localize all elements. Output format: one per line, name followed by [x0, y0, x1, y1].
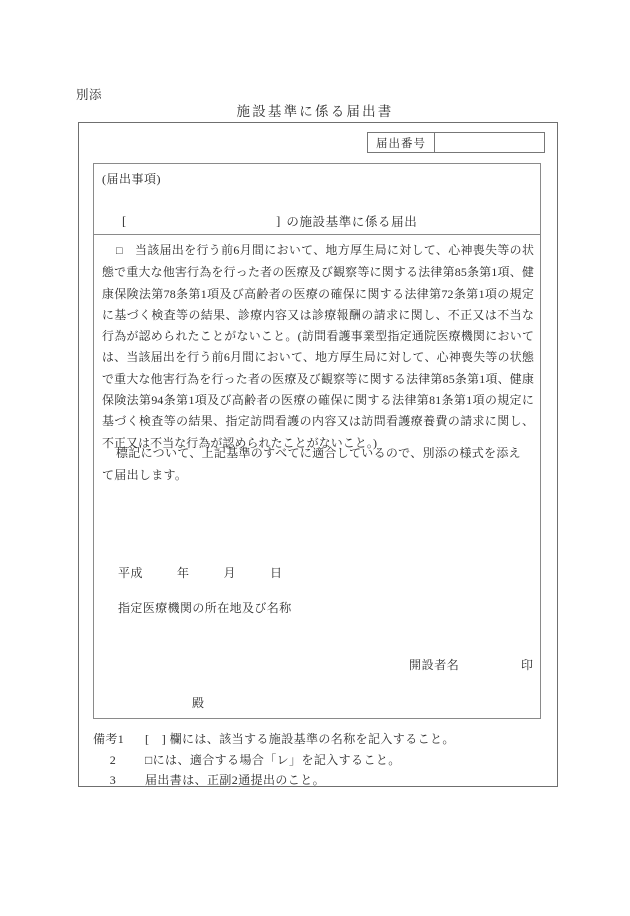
note-number: 備考1	[93, 732, 125, 746]
notification-number-label: 届出番号	[368, 133, 435, 152]
note-number: 2	[109, 752, 117, 767]
day-unit: 日	[270, 566, 283, 580]
declaration-text: 標記について、上記基準のすべてに適合しているので、別添の様式を添えて届出します。	[102, 446, 521, 482]
page-title: 施設基準に係る届出書	[236, 104, 394, 119]
era-label: 平成	[118, 566, 144, 580]
addressee-honorific: 殿	[192, 696, 205, 710]
notification-number-input[interactable]	[435, 133, 544, 152]
date-line	[118, 564, 283, 581]
bracket-close: ]	[276, 213, 281, 228]
section-heading: (届出事項)	[102, 172, 161, 186]
compliance-clause	[102, 240, 534, 454]
form-outer-frame	[78, 122, 558, 787]
subject-line-tail: の施設基準に係る届出	[286, 215, 418, 229]
compliance-clause-text: 当該届出を行う前6月間において、地方厚生局に対して、心神喪失等の状態で重大な他害行為を行った者の医療及び観察等に関する法律第85条第1項、健康保険法第78条第1項及び高齢者の医療の確保に関する法律第72条第1項の規定に基づく検査等の結果、診療内容又は診療報酬の請求に関し、不正又は不当な行為が認められたことがないこと。(訪問看護事業型指定通院医療機関においては、当該届出を行う前6月間において、地方厚生局に対して、心神喪失等の状態で重大な他害行為を行った者の医療及び観察等に関する法律第85条第1項、健康保険法第94条第1項及び高齢者の医療の確保に関する法律第81条第1項の規定に基づく検査等の結果、指定訪問看護の内容又は訪問看護療養費の請求に関し、不正又は不当な行為が認められたことがないこと。)	[102, 243, 534, 450]
note-number: 3	[109, 773, 117, 787]
founder-name-label: 開設者名	[409, 658, 460, 672]
month-unit: 月	[223, 566, 237, 580]
note-text: 届出書は、正副2通提出のこと。	[145, 773, 326, 787]
year-unit: 年	[177, 566, 190, 580]
institution-address-label: 指定医療機関の所在地及び名称	[118, 601, 292, 615]
note-item	[93, 729, 543, 750]
notification-number-table	[367, 132, 545, 153]
seal-icon: 印	[521, 658, 534, 672]
attachment-label: 別添	[76, 88, 103, 102]
note-item	[93, 770, 543, 791]
note-text: [ ] 欄には、該当する施設基準の名称を記入すること。	[145, 732, 455, 746]
checkbox-icon[interactable]: □	[116, 245, 124, 257]
note-item	[93, 750, 543, 771]
bracket-open: [	[122, 213, 127, 228]
notification-items-box	[93, 163, 541, 719]
notes-section	[93, 729, 543, 791]
subject-line	[94, 208, 540, 234]
note-text: □には、適合する場合「レ」を記入すること。	[145, 752, 401, 767]
divider	[94, 234, 540, 235]
